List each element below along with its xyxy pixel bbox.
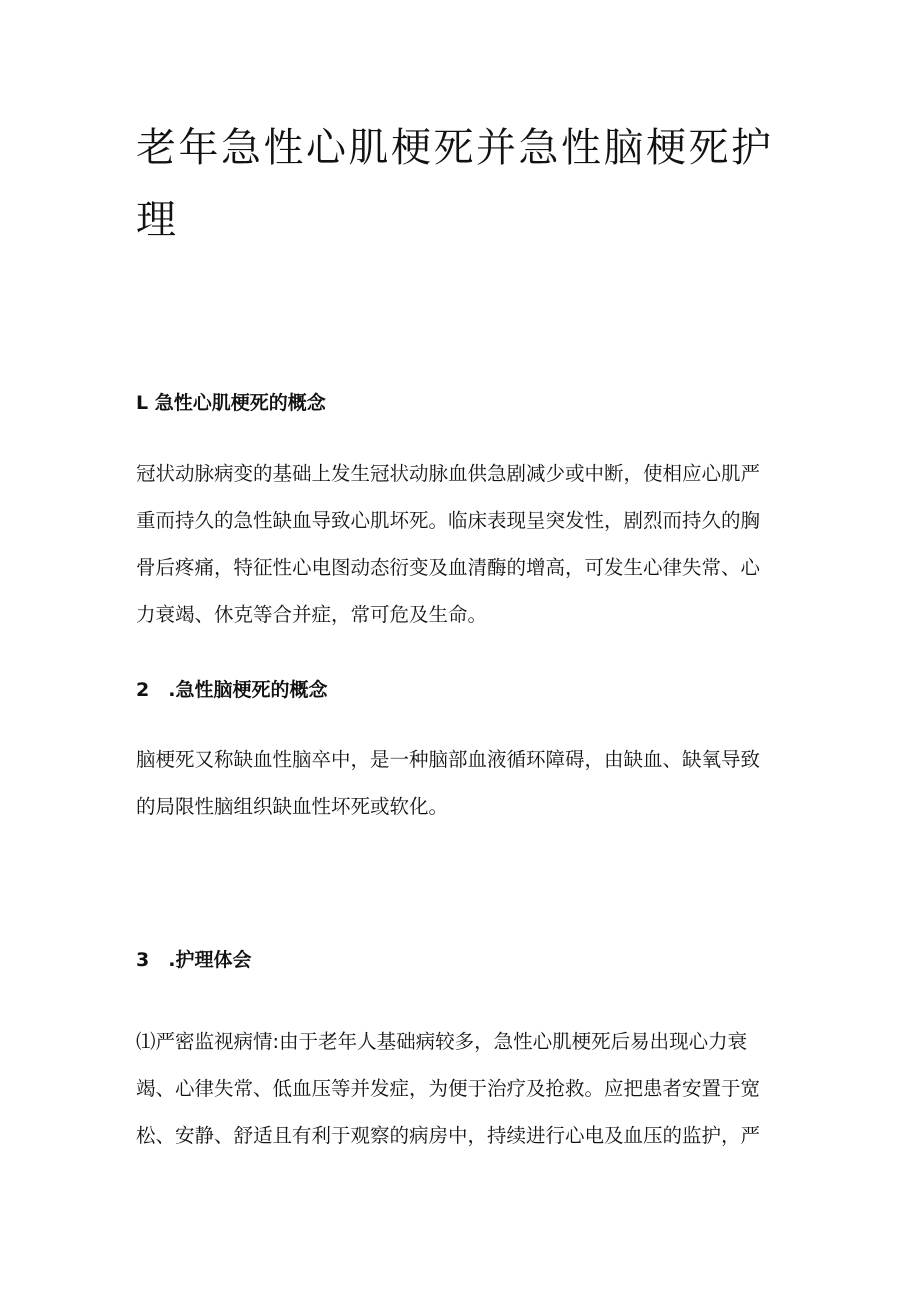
- paragraph-line: 脑梗死又称缺血性脑卒中，是一种脑部血液循环障碍，由缺血、缺氧导致: [136, 748, 761, 771]
- section-paragraph-2: [136, 736, 788, 830]
- document-title: [136, 112, 796, 256]
- paragraph-line: 松、安静、舒适且有利于观察的病房中，持续进行心电及血压的监护，严: [136, 1124, 761, 1147]
- paragraph-line: 冠状动脉病变的基础上发生冠状动脉血供急剧减少或中断，使相应心肌严: [136, 462, 761, 485]
- paragraph-line: 力衰竭、休克等合并症，常可危及生命。: [136, 603, 488, 626]
- section-paragraph-1: [136, 450, 788, 638]
- paragraph-line: 骨后疼痛，特征性心电图动态衍变及血清酶的增高，可发生心律失常、心: [136, 556, 761, 579]
- paragraph-line: 重而持久的急性缺血导致心肌坏死。临床表现呈突发性，剧烈而持久的胸: [136, 509, 761, 532]
- section-heading-3: 3 .护理体会: [136, 949, 252, 971]
- paragraph-line: 的局限性脑组织缺血性坏死或软化。: [136, 795, 449, 818]
- paragraph-line: ⑴严密监视病情:由于老年人基础病较多，急性心肌梗死后易出现心力衰: [136, 1030, 748, 1053]
- section-heading-1: L 急性心肌梗死的概念: [136, 392, 326, 414]
- section-heading-2: 2 .急性脑梗死的概念: [136, 679, 328, 701]
- paragraph-line: 竭、心律失常、低血压等并发症，为便于治疗及抢救。应把患者安置于宽: [136, 1077, 761, 1100]
- title-line: 老年急性心肌梗死并急性脑梗死护: [136, 125, 774, 171]
- title-line: 理: [136, 197, 179, 243]
- section-paragraph-3: [136, 1018, 788, 1159]
